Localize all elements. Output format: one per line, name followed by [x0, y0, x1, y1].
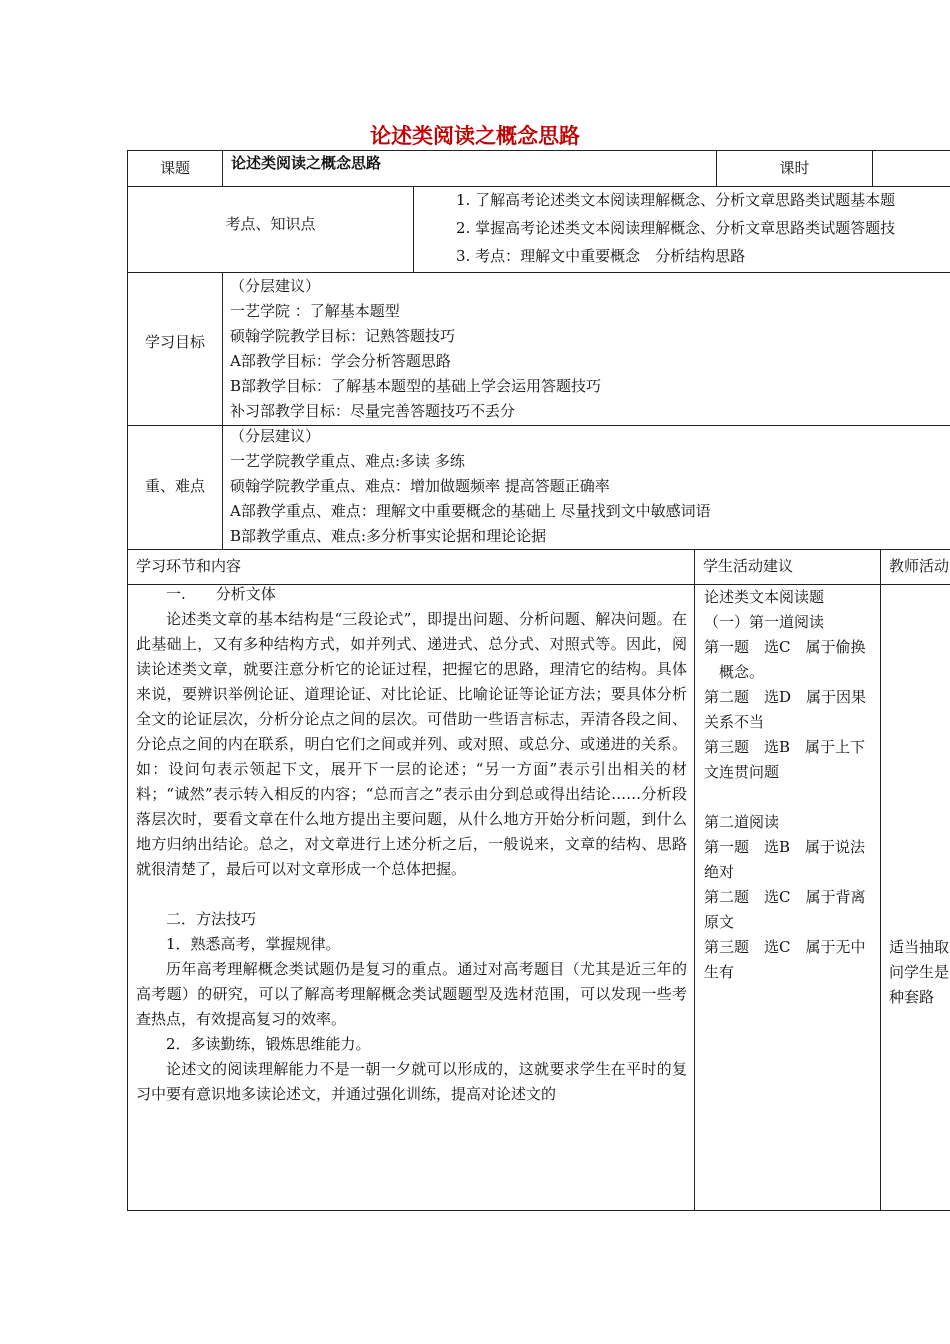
goals-item: 补习部教学目标：尽量完善答题技巧不丢分	[230, 402, 516, 420]
student-line: 关系不当	[704, 713, 765, 731]
subheading: 1．熟悉高考，掌握规律。	[166, 935, 341, 953]
goals-item: （分层建议）	[230, 277, 321, 295]
content-header: 学习环节和内容	[136, 557, 242, 575]
student-line: 第二道阅读	[704, 813, 780, 831]
paragraph: 论述类文章的基本结构是“三段论式”，即提出问题、分析问题、解决问题。在此基础上，又有多种结构方式，如并列式、递进式、总分式、对照式等。因此，阅读论述类文章，就要注意分析它的论证过程，把握它的思路，理清它的结构。具体来说，要辨识举例论证、道理论证、对比论证、比喻论证等论证方法；要具体分析全文的论证层次，分析分论点之间的层次。可借助一些语言标志，弄清各段之间、分论点之间的内在联系，明白它们之间或并列、或对照、或总分、或递进的关系。如：设问句表示领起下文，展开下一层的论述；“另一方面”表示引出相关的材料；“诚然”表示转入相反的内容；“总而言之”表示由分到总或得出结论……分析段落层次时，要看文章在什么地方提出主要问题，从什么地方开始分析问题，到什么地方归纳出结论。总之，对文章进行上述分析之后，一般说来，文章的结构、思路就很清楚了，最后可以对文章形成一个总体把握。	[136, 610, 687, 878]
student-header: 学生活动建议	[703, 557, 794, 575]
student-line: 原文	[704, 913, 735, 931]
student-line: 文连贯问题	[704, 763, 780, 781]
teacher-line: 问学生是	[889, 963, 950, 981]
section-heading: 二．方法技巧	[166, 910, 257, 928]
section-heading: 一. 分析文体	[166, 585, 276, 603]
student-line: 第三题 选B 属于上下	[704, 738, 866, 756]
page-title: 论述类阅读之概念思路	[370, 124, 580, 148]
student-line: 第一题 选C 属于偷换	[704, 638, 866, 656]
paragraph: 论述文的阅读理解能力不是一朝一夕就可以形成的，这就要求学生在平时的复习中要有意识地多读论述文，并通过强化训练，提高对论述文的	[136, 1060, 687, 1103]
teacher-line: 适当抽取	[889, 938, 950, 956]
lesson-content	[136, 582, 687, 1210]
goals-item: 硕翰学院教学目标：记熟答题技巧	[230, 327, 456, 345]
teacher-line: 种套路	[889, 988, 935, 1006]
knowledge-item: 3. 考点：理解文中重要概念 分析结构思路	[456, 247, 746, 265]
knowledge-item: 2. 掌握高考论述类文本阅读理解概念、分析文章思路类试题答题技	[456, 219, 896, 237]
goals-item: B部教学目标：了解基本题型的基础上学会运用答题技巧	[230, 377, 602, 395]
student-line: 论述类文本阅读题	[704, 588, 825, 606]
student-line: 第二题 选C 属于背离	[704, 888, 866, 906]
hours-label: 课时	[779, 159, 810, 177]
student-line: 概念。	[704, 663, 765, 681]
student-line: 生有	[704, 963, 735, 981]
keypoints-label: 重、难点	[144, 477, 205, 495]
student-line	[704, 785, 879, 810]
keypoints-item: A部教学重点、难点：理解文中重要概念的基础上 尽量找到文中敏感词语	[230, 502, 711, 520]
teacher-activity	[889, 935, 950, 1010]
student-line: 第一题 选B 属于说法	[704, 838, 866, 856]
student-line: （一）第一道阅读	[704, 613, 825, 631]
knowledge-label: 考点、知识点	[225, 215, 316, 233]
knowledge-list	[456, 186, 950, 270]
student-activity	[704, 585, 879, 985]
goals-item: A部教学目标：学会分析答题思路	[230, 352, 451, 370]
paragraph: 历年高考理解概念类试题仍是复习的重点。通过对高考题目（尤其是近三年的高考题）的研究，可以了解高考理解概念类试题题型及选材范围，可以发现一些考查热点，有效提高复习的效率。	[136, 960, 687, 1028]
goals-item: 一艺学院 ：了解基本题型	[230, 302, 400, 320]
goals-label: 学习目标	[144, 333, 205, 351]
goals-list	[230, 274, 948, 424]
student-line: 第二题 选D 属于因果	[704, 688, 867, 706]
student-line: 绝对	[704, 863, 735, 881]
keypoints-item: （分层建议）	[230, 427, 321, 445]
teacher-header: 教师活动	[889, 557, 950, 575]
keypoints-item: 硕翰学院教学重点、难点：增加做题频率 提高答题正确率	[230, 477, 610, 495]
keypoints-item: 一艺学院教学重点、难点:多读 多练	[230, 452, 465, 470]
keypoints-list	[230, 424, 948, 549]
topic-label: 课题	[159, 159, 190, 177]
student-line: 第三题 选C 属于无中	[704, 938, 866, 956]
subheading: 2．多读勤练，锻炼思维能力。	[166, 1035, 371, 1053]
knowledge-item: 1. 了解高考论述类文本阅读理解概念、分析文章思路类试题基本题	[456, 191, 896, 209]
topic-value: 论述类阅读之概念思路	[231, 154, 382, 172]
keypoints-item: B部教学重点、难点:多分析事实论据和理论论据	[230, 527, 547, 545]
